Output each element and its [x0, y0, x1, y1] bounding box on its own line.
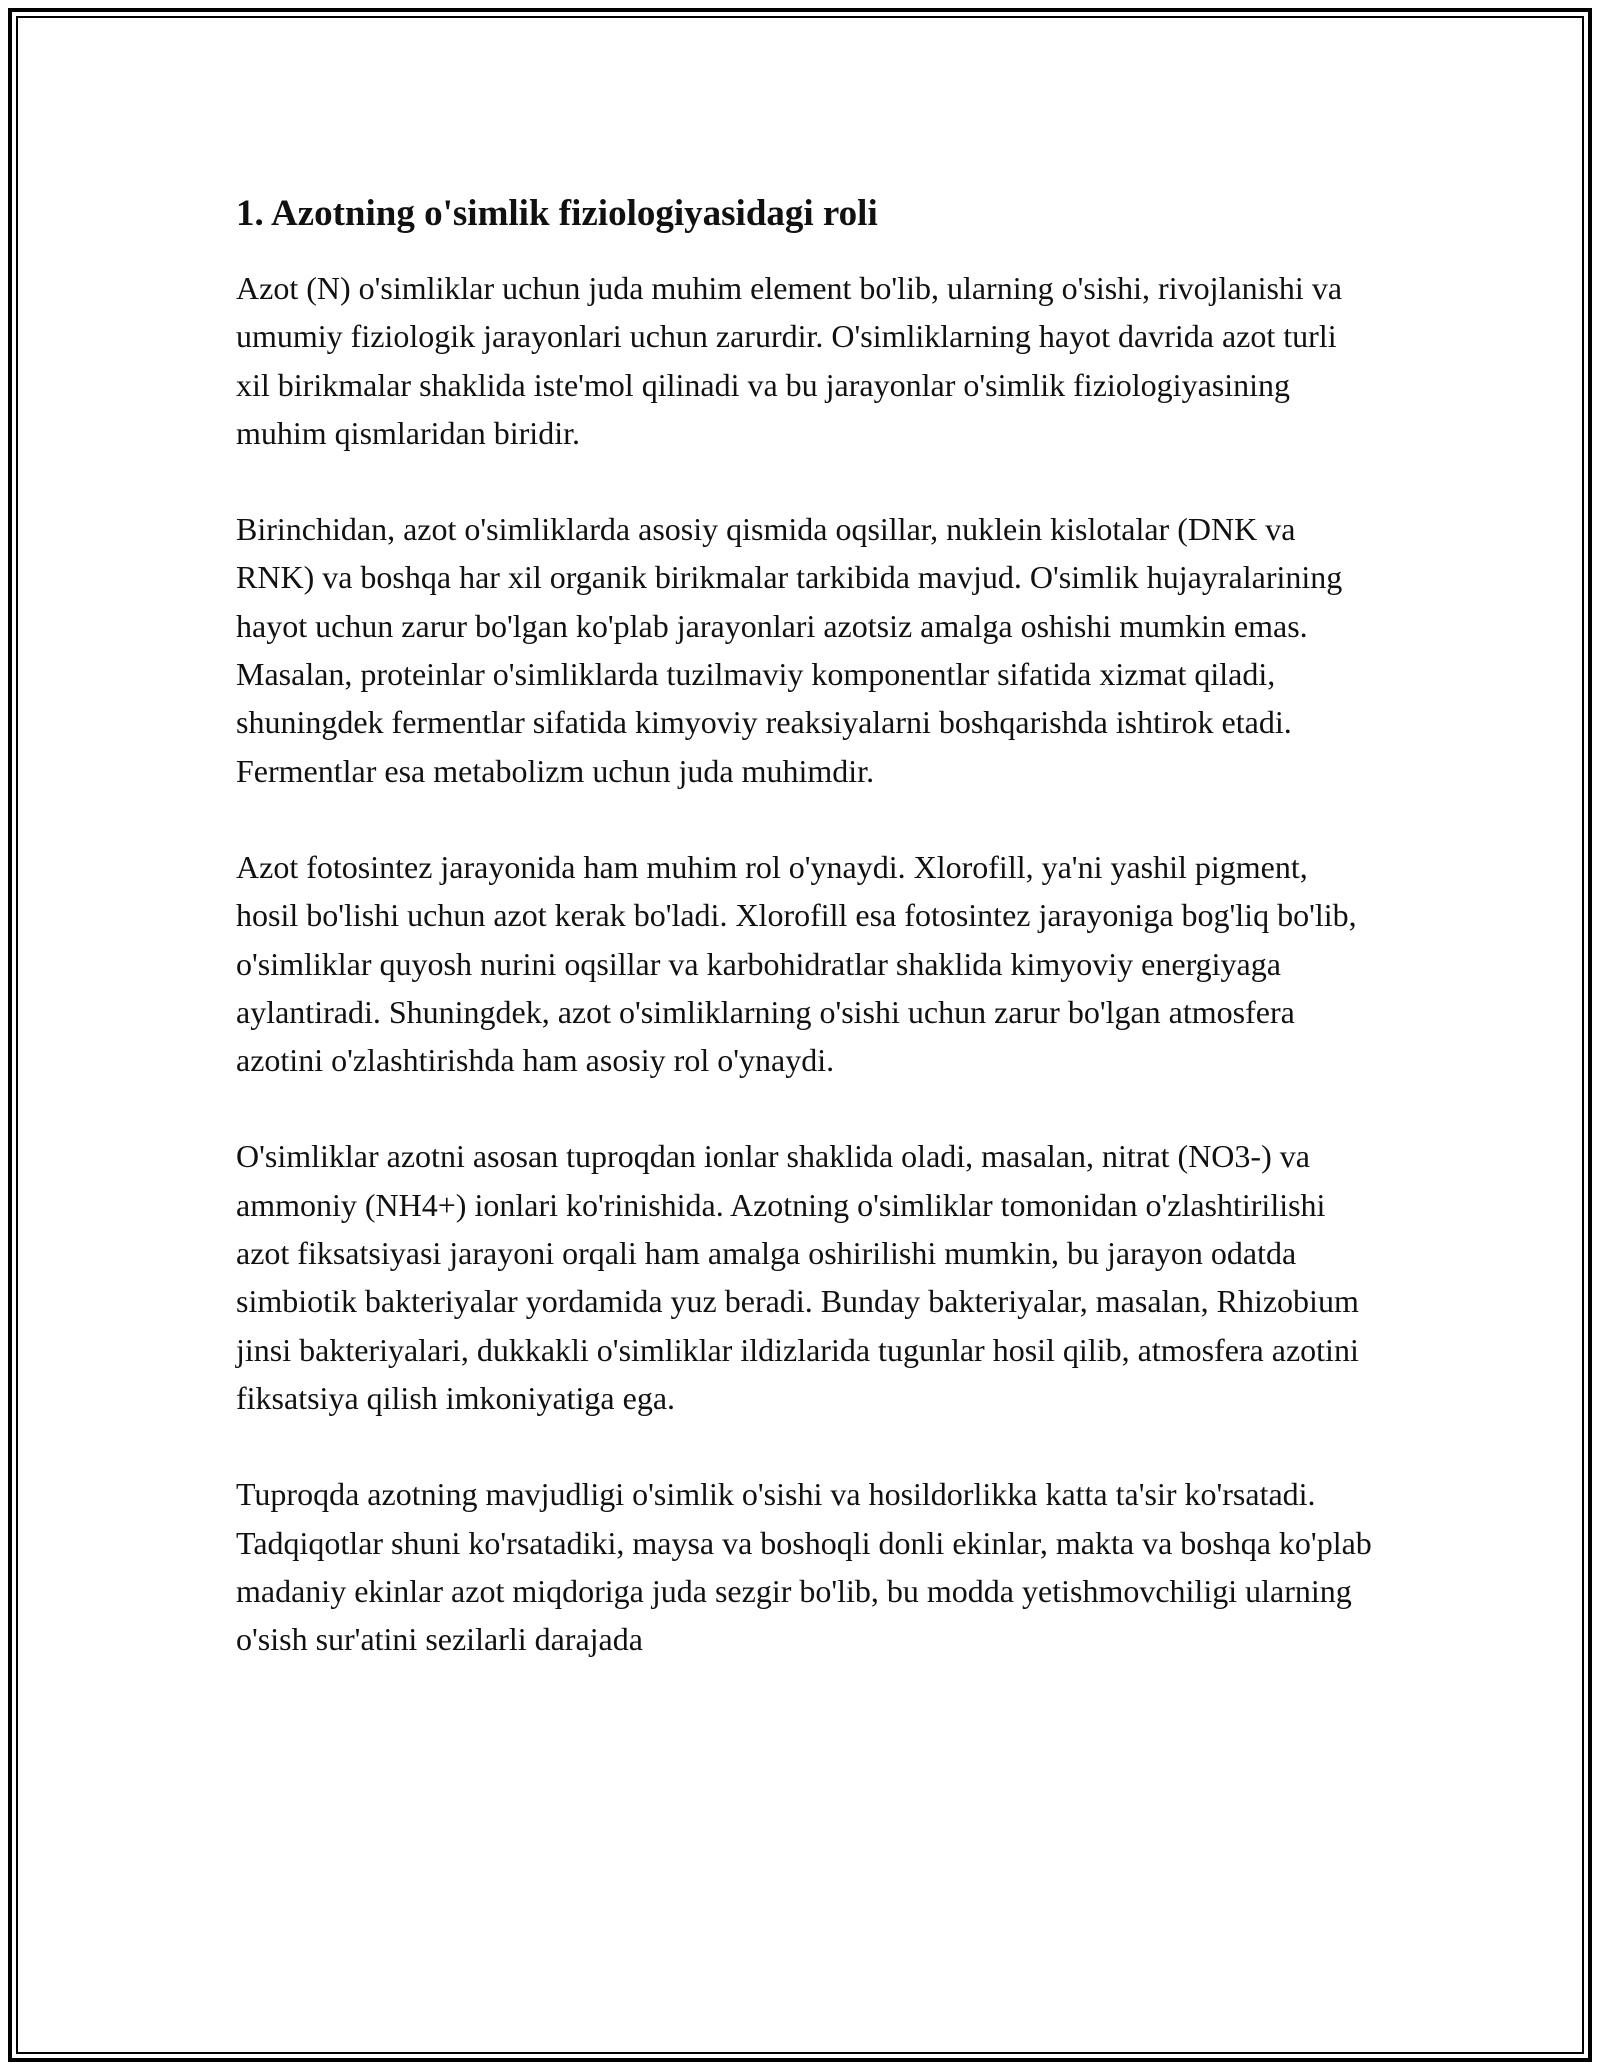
paragraph-1: Azot (N) o'simliklar uchun juda muhim element bo'lib, ularning o'sishi, rivojlanishi va umumiy fiziologik jarayonlari uchun zarurdir. O'simliklarning hayot davrida azot turli xil birikmalar shaklida iste'mol qilinadi va bu jarayonlar o'simlik fiziologiyasining muhim qismlaridan biridir. [236, 270, 1343, 451]
document-body [236, 186, 1376, 1663]
paragraph-2: Birinchidan, azot o'simliklarda asosiy qismida oqsillar, nuklein kislotalar (DNK va RNK) va boshqa har xil organik birikmalar tarkibida mavjud. O'simlik hujayralarining hayot uchun zarur bo'lgan ko'plab jarayonlari azotsiz amalga oshishi mumkin emas. Masalan, proteinlar o'simliklarda tuzilmaviy komponentlar sifatida xizmat qiladi, shuningdek fermentlar sifatida kimyoviy reaksiyalarni boshqarishda ishtirok etadi. Fermentlar esa metabolizm uchun juda muhimdir. [236, 511, 1343, 789]
paragraph-4: O'simliklar azotni asosan tuproqdan ionlar shaklida oladi, masalan, nitrat (NO3-) va ammoniy (NH4+) ionlari ko'rinishida. Azotning o'simliklar tomonidan o'zlashtirilishi azot fiksatsiyasi jarayoni orqali ham amalga oshirilishi mumkin, bu jarayon odatda simbiotik bakteriyalar yordamida yuz beradi. Bunday bakteriyalar, masalan, Rhizobium jinsi bakteriyalari, dukkakli o'simliklar ildizlarida tugunlar hosil qilib, atmosfera azotini fiksatsiya qilish imkoniyatiga ega. [236, 1138, 1359, 1416]
paragraph-3: Azot fotosintez jarayonida ham muhim rol o'ynaydi. Xlorofill, ya'ni yashil pigment, hosil bo'lishi uchun azot kerak bo'ladi. Xlorofill esa fotosintez jarayoniga bog'liq bo'lib, o'simliklar quyosh nurini oqsillar va karbohidratlar shaklida kimyoviy energiyaga aylantiradi. Shuningdek, azot o'simliklarning o'sishi uchun zarur bo'lgan atmosfera azotini o'zlashtirishda ham asosiy rol o'ynaydi. [236, 848, 1357, 1079]
section-heading: 1. Azotning o'simlik fiziologiyasidagi roli [236, 193, 878, 234]
paragraph-5: Tuproqda azotning mavjudligi o'simlik o'sishi va hosildorlikka katta ta'sir ko'rsatadi. Tadqiqotlar shuni ko'rsatadiki, maysa va boshoqli donli ekinlar, makta va boshqa ko'plab madaniy ekinlar azot miqdoriga juda sezgir bo'lib, bu modda yetishmovchiligi ularning o'sish sur'atini sezilarli darajada [236, 1476, 1372, 1658]
